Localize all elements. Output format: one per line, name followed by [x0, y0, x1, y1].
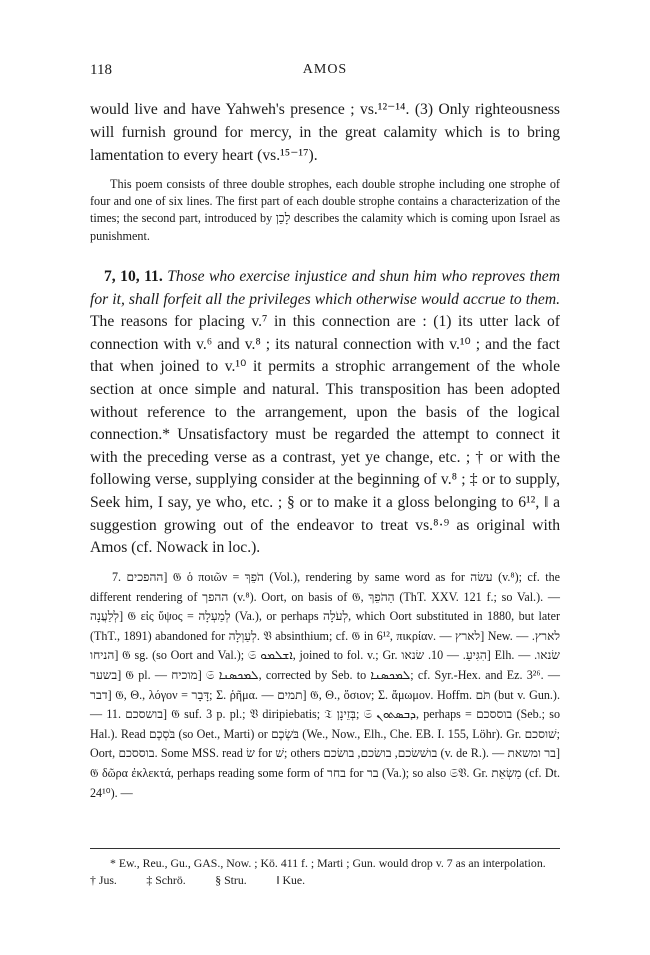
footnote-text: * Ew., Reu., Gu., GAS., Now. ; Kö. 411 f. ; Marti ; Gun. would drop v. 7 as an interpolation.: [110, 856, 546, 870]
footnote: [90, 855, 560, 889]
main-section: [90, 266, 560, 560]
intro-paragraph: would live and have Yahweh's presence ; vs.¹²⁻¹⁴. (3) Only righteousness will furnish ground for mercy, in the great calamity which is to bring lamentation to every heart (vs.¹⁵⁻¹⁷).: [90, 101, 560, 164]
strophe-note: This poem consists of three double strophes, each double strophe including one strophe of four and one of six lines. The first part of each double strophe contains a characterization of the times; the second part, introduced by לָכֵן describes the calamity which is coming upon Israel as punishment.: [90, 177, 560, 243]
page-number: 118: [90, 62, 112, 78]
section-body: The reasons for placing v.⁷ in this connection are : (1) its utter lack of connection with v.⁶ and v.⁸ ; its natural connection with v.¹⁰ ; and the fact that when joined to v.¹⁰ it permits a strophic arrangement of the whole section at once simple and natural. This transposition has been adopted without reference to the arrangement, upon the basis of the logical connection.* Unsatisfactory must be regarded the attempt to connect it with the preceding verse as a contrast, yet ye change, etc. ; † or with the following verse, supplying consider at the beginning of v.⁸ ; ‡ or to supply, Seek him, I say, ye who, etc. ; § or to make it a gloss belonging to 6¹², ‖ a suggestion growing out of the endeavor to treat vs.⁸·⁹ as original with Amos (cf. Nowack in loc.).: [90, 313, 560, 557]
running-title: AMOS: [302, 62, 348, 77]
footnote-rule: [90, 848, 560, 849]
footnote-marks: [90, 872, 560, 889]
footnote-mark: ‖ Kue.: [276, 873, 306, 887]
critical-notes: 7. ההפכים] 𝔊 ὁ ποιῶν = הֹפֵךְ (Vol.), rendering by same word as for עשׂה (v.⁸); cf. the different rendering of ההפך (v.⁸). Oort, on basis of 𝔊, הַהֹפֵךְ (ThT. XXV. 121 f.; so Val.). — לְלַעֲנָה] 𝔊 εἰς ὕψος = לְמַעְלָה (Va.), or perhaps לְעֹלָה, which Oort substituted in 1880, but later (ThT., 1891) abandoned for לְעַוְלָה. 𝔙 absinthium; cf. 𝔊 in 6¹², πικρίαν. — לארץ] New. לארץ. — הניחו] 𝔊 sg. (so Oort and Val.); 𝔖 ܐܫܠܡܘ, joined to fol. v.; Gr. הִגִּיעַ. — 10. שׂנאו] Elh. שׂנאו. — בשער] 𝔊 pl. — מוכיח] 𝔖 ܠܡܟܣܢܐ, corrected by Seb. to ܠܡܟܣܢܐ; cf. Syr.-Hex. and Ez. 3²⁶. — דבר] 𝔊, Θ., λόγον = דָּבָר; Σ. ῥῆμα. — תמים] 𝔊, Θ., ὅσιον; Σ. ἄμωμον. Hoffm. תֹּם (but v. Gun.). — 11. בושסכם] 𝔊 suf. 3 p. pl.; 𝔙 diripiebatis; 𝔗 בְּזֵינָן; 𝔖 ܕܒܣܬܘܢ, perhaps = בוססכם (Seb.; so Hal.). Read בֹּסְכֶם (so Oet., Marti) or בֹּשְׂכֶם (We., Now., Elh., Che. EB. I. 155, Löhr). Gr. שׁוסכם; Oort, בוססכם. Some MSS. read שׂ for שׁ; others בושׁשׂכם, בושׂכם, בושׂכם (v. de R.). — בר ומשאת] 𝔊 δῶρα ἐκλεκτά, perhaps reading some form of בחר for בר (Va.); so also 𝔖𝔙. Gr. מַשְׂאֵת (cf. Dt. 24¹⁰). —: [90, 570, 561, 800]
page-header: [90, 62, 560, 84]
section-heading: Those who exercise injustice and shun him who reproves them for it, shall forfeit all the privileges which otherwise would accrue to them.: [90, 268, 560, 308]
footnote-mark: ‡ Schrö.: [146, 873, 186, 887]
footnote-mark: † Jus.: [90, 873, 117, 887]
verse-reference: 7, 10, 11.: [104, 268, 163, 285]
footnote-mark: § Stru.: [215, 873, 247, 887]
